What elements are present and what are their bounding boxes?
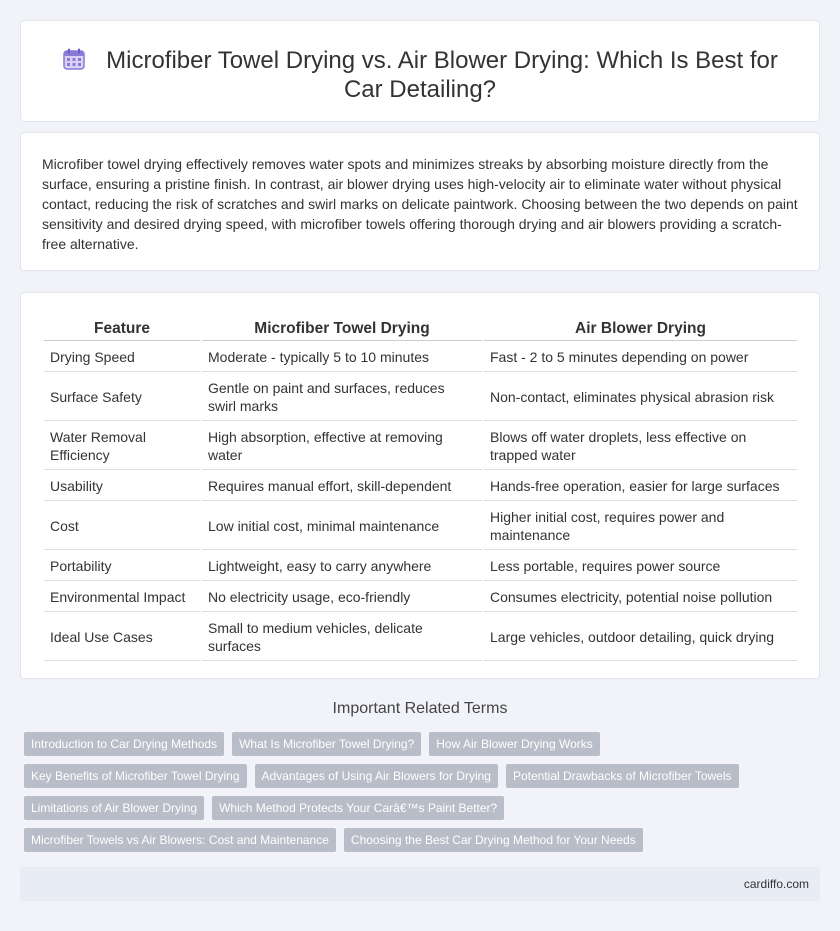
table-cell: Small to medium vehicles, delicate surfaces [202,614,482,661]
table-cell: Blows off water droplets, less effective on trapped water [484,423,797,470]
table-row [44,343,797,372]
footer-site-name: cardiffo.com [743,877,809,891]
title-card [20,20,820,122]
header-microfiber: Microfiber Towel Drying [202,317,482,341]
page-title-text: Microfiber Towel Drying vs. Air Blower Drying: Which Is Best for Car Detailing? [106,47,778,103]
related-term-link[interactable]: Choosing the Best Car Drying Method for Your Needs [344,828,643,852]
comparison-card [20,292,820,679]
tag-row [24,732,824,756]
header-air-blower: Air Blower Drying [484,317,797,341]
intro-card [20,132,820,271]
table-cell: Cost [44,503,200,550]
related-terms-title: Important Related Terms [332,700,508,717]
table-cell: Low initial cost, minimal maintenance [202,503,482,550]
table-cell: Ideal Use Cases [44,614,200,661]
related-term-link[interactable]: Advantages of Using Air Blowers for Drying [255,764,498,788]
table-cell: Surface Safety [44,374,200,421]
header-feature: Feature [44,317,200,341]
calendar-icon [62,47,86,71]
table-row [44,583,797,612]
table-cell: Less portable, requires power source [484,552,797,581]
related-term-link[interactable]: Which Method Protects Your Carâ€™s Paint Better? [212,796,504,820]
tag-row [24,764,824,788]
table-row [44,503,797,550]
footer [20,867,820,901]
tag-row [24,828,824,852]
table-cell: Moderate - typically 5 to 10 minutes [202,343,482,372]
table-cell: Hands-free operation, easier for large surfaces [484,472,797,501]
related-term-link[interactable]: Potential Drawbacks of Microfiber Towels [506,764,739,788]
table-cell: Higher initial cost, requires power and maintenance [484,503,797,550]
table-row [44,423,797,470]
table-row [44,614,797,661]
related-term-link[interactable]: Key Benefits of Microfiber Towel Drying [24,764,247,788]
intro-paragraph: Microfiber towel drying effectively removes water spots and minimizes streaks by absorbing moisture directly from the surface, ensuring a pristine finish. In contrast, air blower drying uses high-velocity air to eliminate water without physical contact, reducing the risk of scratches and swirl marks on delicate paintwork. Choosing between the two depends on paint sensitivity and desired drying speed, with microfiber towels offering thorough drying and air blowers providing a scratch-free alternative. [42,156,798,252]
related-term-link[interactable]: Introduction to Car Drying Methods [24,732,224,756]
table-header-row [44,317,797,341]
table-cell: No electricity usage, eco-friendly [202,583,482,612]
tag-row [24,796,824,820]
table-cell: Usability [44,472,200,501]
table-cell: Drying Speed [44,343,200,372]
related-terms-list [24,732,824,860]
related-term-link[interactable]: What Is Microfiber Towel Drying? [232,732,421,756]
related-term-link[interactable]: Limitations of Air Blower Drying [24,796,204,820]
table-row [44,552,797,581]
table-cell: Consumes electricity, potential noise pollution [484,583,797,612]
page-title [61,46,779,104]
table-cell: Non-contact, eliminates physical abrasion risk [484,374,797,421]
table-cell: Large vehicles, outdoor detailing, quick drying [484,614,797,661]
table-cell: Water Removal Efficiency [44,423,200,470]
table-row [44,374,797,421]
comparison-table [42,315,799,663]
table-cell: Environmental Impact [44,583,200,612]
related-term-link[interactable]: Microfiber Towels vs Air Blowers: Cost and Maintenance [24,828,336,852]
table-cell: Lightweight, easy to carry anywhere [202,552,482,581]
table-cell: Requires manual effort, skill-dependent [202,472,482,501]
related-term-link[interactable]: How Air Blower Drying Works [429,732,599,756]
table-row [44,472,797,501]
table-cell: Portability [44,552,200,581]
table-cell: Gentle on paint and surfaces, reduces swirl marks [202,374,482,421]
table-cell: Fast - 2 to 5 minutes depending on power [484,343,797,372]
table-cell: High absorption, effective at removing water [202,423,482,470]
